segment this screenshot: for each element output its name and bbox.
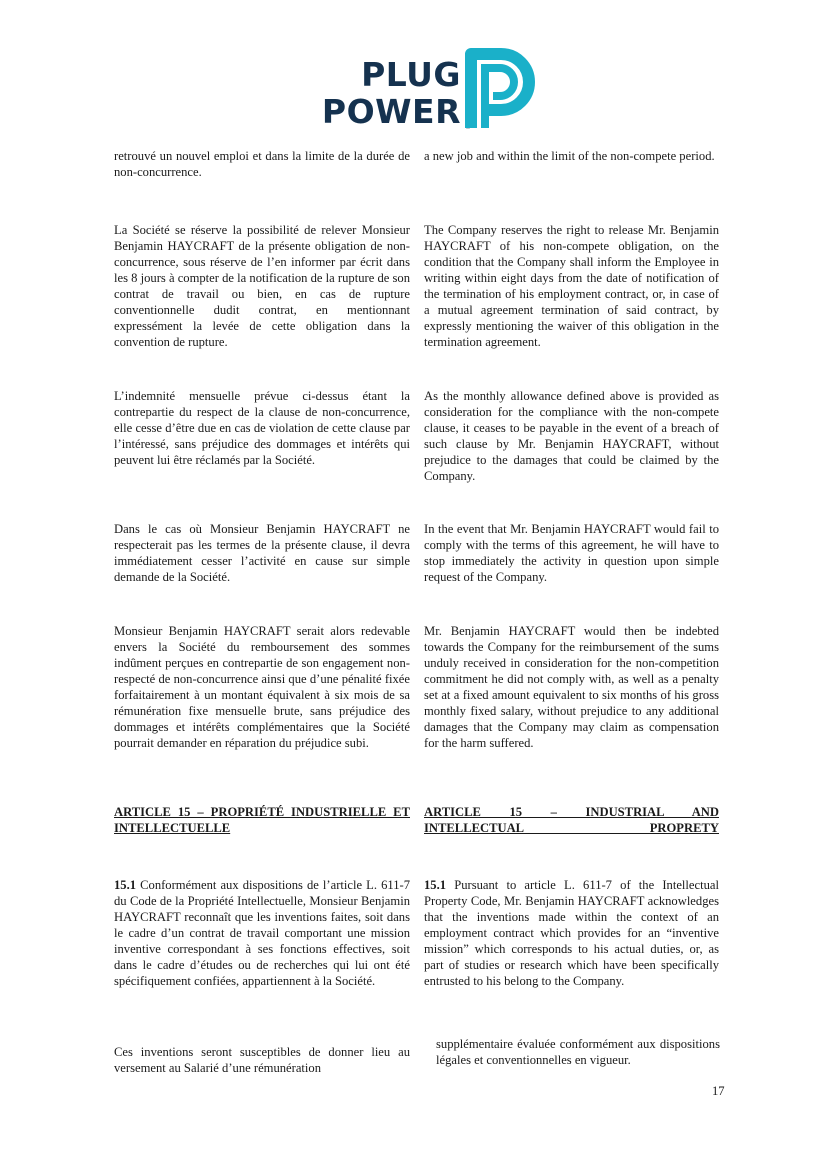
en-article-heading: ARTICLE 15 – INDUSTRIAL AND INTELLECTUAL PROPRETY — [424, 805, 719, 835]
en-paragraph-2: The Company reserves the right to release Mr. Benjamin HAYCRAFT of his non-compete obligation, on the condition that the Company shall inform the Employee in writing within eight days from the date of notification of the termination of his employment contract, or, in case of a mutual agreement termination of said contract, by expressly mentioning the waiver of this obligation in the termination agreement. — [424, 223, 719, 349]
fr-paragraph-4: Dans le cas où Monsieur Benjamin HAYCRAFT ne respecterait pas les termes de la présente clause, il devra immédiatement cesser l’activité en cause sur simple demande de la Société. — [114, 522, 410, 584]
fr-paragraph-last: Ces inventions seront susceptibles de donner lieu au versement au Salarié d’une rémunération — [114, 1045, 410, 1075]
fr-article-text: Conformément aux dispositions de l’article L. 611-7 du Code de la Propriété Intellectuelle, Monsieur Benjamin HAYCRAFT reconnaît que les inventions faites, soit dans le cadre d’un contrat de travail comportant une mission inventive correspondant à ses fonctions effectives, soit dans le cadre d’études ou de recherches qui lui ont été spécifiquement confiées, appartiennent à la Société. — [114, 878, 410, 988]
fr-article-number: 15.1 — [114, 878, 137, 892]
en-article-number: 15.1 — [424, 878, 447, 892]
logo-text-plug: PLUG — [361, 55, 461, 94]
en-article-15-1 — [424, 877, 719, 989]
en-paragraph-1: a new job and within the limit of the non-compete period. — [424, 149, 715, 163]
plug-power-logo — [295, 44, 535, 136]
en-paragraph-3: As the monthly allowance defined above is provided as consideration for the compliance with the non-compete clause, it ceases to be payable in the event of a breach of such clause by Mr. Benjamin HAYCRAFT, without prejudice to the damages that could be claimed by the Company. — [424, 389, 719, 483]
en-paragraph-last: supplémentaire évaluée conformément aux dispositions légales et conventionnelles en vigueur. — [436, 1037, 720, 1067]
en-paragraph-5: Mr. Benjamin HAYCRAFT would then be indebted towards the Company for the reimbursement of the sums unduly received in consideration for the non-competition commitment he did not comply with, as well as a penalty set at a fixed amount equivalent to six months of his gross monthly fixed salary, without prejudice to any additional damages that the Company may claim as compensation for the harm suffered. — [424, 624, 719, 750]
logo-text-power: POWER — [321, 92, 461, 131]
fr-article-15-1 — [114, 877, 410, 989]
fr-paragraph-2: La Société se réserve la possibilité de relever Monsieur Benjamin HAYCRAFT de la présente obligation de non-concurrence, sous réserve de l’en informer par écrit dans les 8 jours à compter de la notification de la rupture de son contrat de travail ou bien, en cas de rupture conventionnelle dudit contrat, en mentionnant expressément la levée de cette obligation dans la convention de rupture. — [114, 223, 410, 349]
plug-power-p-icon — [463, 44, 535, 132]
fr-paragraph-3: L’indemnité mensuelle prévue ci-dessus étant la contrepartie du respect de la clause de non-concurrence, elle cesse d’être due en cas de violation de cette clause par l’intéressé, sans préjudice des dommages et intérêts qui peuvent lui être réclamés par la Société. — [114, 389, 410, 467]
en-paragraph-4: In the event that Mr. Benjamin HAYCRAFT would fail to comply with the terms of this agreement, he will have to stop immediately the activity in question upon simple request of the Company. — [424, 522, 719, 584]
fr-article-heading: ARTICLE 15 – PROPRIÉTÉ INDUSTRIELLE ET INTELLECTUELLE — [114, 805, 410, 835]
fr-paragraph-5: Monsieur Benjamin HAYCRAFT serait alors redevable envers la Société du remboursement des sommes indûment perçues en contrepartie de son engagement non-respecté de non-concurrence ainsi que d’une pénalité fixée forfaitairement à un montant équivalent à six mois de sa rémunération fixe mensuelle brute, sans préjudice des dommages et intérêts complémentaires que la Société pourrait demander en réparation du préjudice subi. — [114, 624, 410, 750]
registered-mark: ® — [465, 124, 471, 131]
page-number: 17 — [712, 1084, 725, 1098]
en-article-text: Pursuant to article L. 611-7 of the Intellectual Property Code, Mr. Benjamin HAYCRAFT acknowledges that the inventions made within the context of an employment contract which provides for an “inventive mission” which corresponds to his actual duties, or, as part of studies or research which have been specifically entrusted to his belong to the Company. — [424, 878, 719, 988]
fr-paragraph-1: retrouvé un nouvel emploi et dans la limite de la durée de non-concurrence. — [114, 149, 410, 179]
